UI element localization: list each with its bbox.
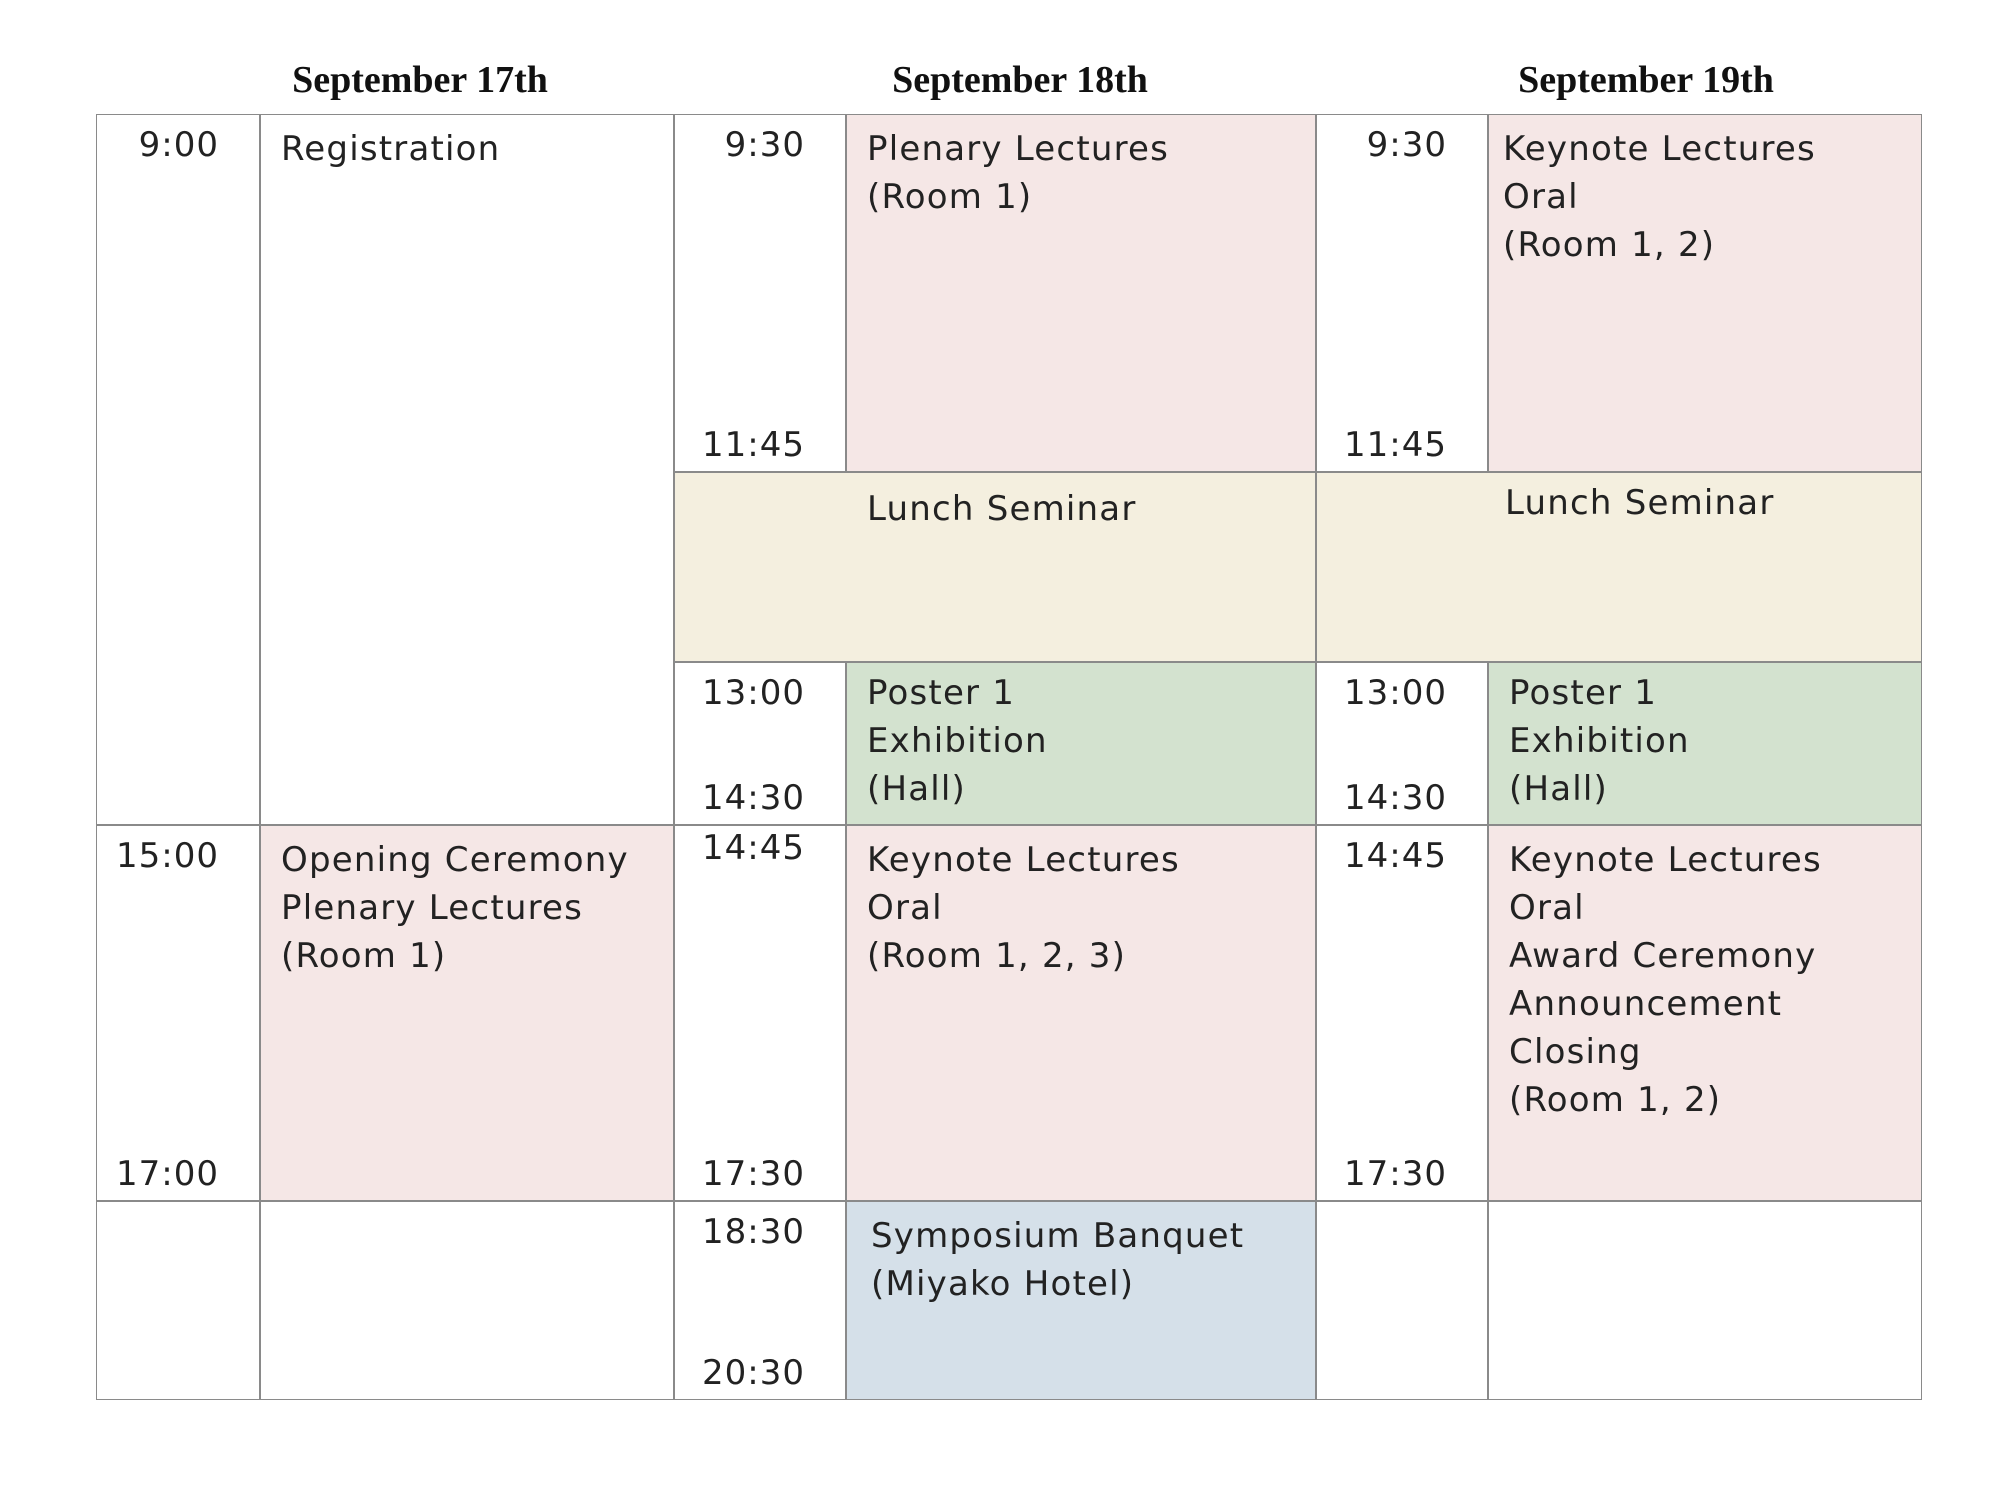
event-line: Opening Ceremony bbox=[281, 840, 629, 880]
sep19-lunch-seminar-label: Lunch Seminar bbox=[1505, 483, 1775, 523]
sep18-morning-session-label bbox=[867, 125, 1169, 221]
sep19-afternoon-time-cell bbox=[1316, 825, 1488, 1201]
event-line: (Room 1, 2, 3) bbox=[867, 936, 1127, 976]
sep17-afternoon-start-time: 15:00 bbox=[116, 836, 219, 876]
sep17-morning-start-time: 9:00 bbox=[138, 125, 219, 165]
sep18-afternoon-time-cell bbox=[674, 825, 846, 1201]
event-line: Poster 1 bbox=[1509, 673, 1658, 713]
sep19-morning-time-cell bbox=[1316, 114, 1488, 472]
sep18-morning-session-cell bbox=[846, 114, 1316, 472]
sep19-afternoon-end-time: 17:30 bbox=[1344, 1154, 1447, 1194]
sep19-morning-start-time: 9:30 bbox=[1366, 125, 1447, 165]
event-line: Oral bbox=[867, 888, 943, 928]
sep18-poster-start-time: 13:00 bbox=[702, 673, 805, 713]
sep17-afternoon-end-time: 17:00 bbox=[116, 1154, 219, 1194]
sep17-registration-label: Registration bbox=[281, 129, 501, 169]
sep18-banquet-end-time: 20:30 bbox=[702, 1353, 805, 1393]
sep17-evening-event-cell bbox=[260, 1201, 674, 1400]
sep19-afternoon-start-time: 14:45 bbox=[1344, 836, 1447, 876]
sep17-evening-time-cell bbox=[96, 1201, 260, 1400]
day-header-sep19: September 19th bbox=[1518, 59, 1774, 101]
event-line: Award Ceremony bbox=[1509, 936, 1817, 976]
event-line: (Room 1) bbox=[867, 177, 1033, 217]
sep18-poster-end-time: 14:30 bbox=[702, 778, 805, 818]
event-line: Plenary Lectures bbox=[867, 129, 1170, 169]
event-line: (Room 1) bbox=[281, 936, 447, 976]
event-line: Announcement bbox=[1509, 984, 1783, 1024]
sep19-poster-end-time: 14:30 bbox=[1344, 778, 1447, 818]
sep19-morning-session-label bbox=[1503, 125, 1816, 269]
sep19-morning-end-time: 11:45 bbox=[1344, 425, 1447, 465]
event-line: Keynote Lectures bbox=[1503, 129, 1816, 169]
sep19-poster-start-time: 13:00 bbox=[1344, 673, 1447, 713]
event-line: (Room 1, 2) bbox=[1509, 1080, 1722, 1120]
sep18-lunch-seminar-label: Lunch Seminar bbox=[867, 489, 1137, 529]
sep18-morning-time-cell bbox=[674, 114, 846, 472]
sep18-poster-session-label bbox=[867, 669, 1048, 813]
sep18-morning-end-time: 11:45 bbox=[702, 425, 805, 465]
sep18-banquet-time-cell bbox=[674, 1201, 846, 1400]
sep19-poster-session-label bbox=[1509, 669, 1690, 813]
sep19-afternoon-session-cell bbox=[1488, 825, 1922, 1201]
sep18-poster-time-cell bbox=[674, 662, 846, 825]
sep19-evening-time-cell bbox=[1316, 1201, 1488, 1400]
sep18-banquet-label bbox=[871, 1212, 1244, 1308]
sep18-morning-start-time: 9:30 bbox=[724, 125, 805, 165]
event-line: Oral bbox=[1509, 888, 1585, 928]
sep17-morning-time-cell bbox=[96, 114, 260, 825]
event-line: Exhibition bbox=[1509, 721, 1690, 761]
sep17-afternoon-time-cell bbox=[96, 825, 260, 1201]
sep17-opening-session-cell bbox=[260, 825, 674, 1201]
event-line: Symposium Banquet bbox=[871, 1216, 1245, 1256]
event-line: Exhibition bbox=[867, 721, 1048, 761]
sep18-afternoon-session-cell bbox=[846, 825, 1316, 1201]
day-header-sep17: September 17th bbox=[292, 59, 548, 101]
sep19-lunch-seminar-cell bbox=[1316, 472, 1922, 662]
sep17-opening-session-label bbox=[281, 836, 629, 980]
sep19-morning-session-cell bbox=[1488, 114, 1922, 472]
schedule-grid bbox=[96, 114, 1922, 1400]
event-line: (Miyako Hotel) bbox=[871, 1264, 1135, 1304]
event-line: (Hall) bbox=[1509, 769, 1609, 809]
sep17-registration-cell bbox=[260, 114, 674, 825]
event-line: Closing bbox=[1509, 1032, 1642, 1072]
sep18-banquet-start-time: 18:30 bbox=[702, 1212, 805, 1252]
event-line: Keynote Lectures bbox=[867, 840, 1180, 880]
sep18-poster-session-cell bbox=[846, 662, 1316, 825]
day-header-sep18: September 18th bbox=[892, 59, 1148, 101]
event-line: Plenary Lectures bbox=[281, 888, 584, 928]
sep19-poster-time-cell bbox=[1316, 662, 1488, 825]
sep18-lunch-seminar-cell bbox=[674, 472, 1316, 662]
sep18-afternoon-session-label bbox=[867, 836, 1180, 980]
sep19-evening-event-cell bbox=[1488, 1201, 1922, 1400]
event-line: Oral bbox=[1503, 177, 1579, 217]
sep19-afternoon-session-label bbox=[1509, 836, 1822, 1124]
event-line: (Hall) bbox=[867, 769, 967, 809]
sep19-poster-session-cell bbox=[1488, 662, 1922, 825]
sep18-afternoon-start-time: 14:45 bbox=[702, 828, 805, 868]
event-line: Keynote Lectures bbox=[1509, 840, 1822, 880]
event-line: (Room 1, 2) bbox=[1503, 225, 1716, 265]
event-line: Poster 1 bbox=[867, 673, 1016, 713]
sep18-afternoon-end-time: 17:30 bbox=[702, 1154, 805, 1194]
sep18-banquet-cell bbox=[846, 1201, 1316, 1400]
